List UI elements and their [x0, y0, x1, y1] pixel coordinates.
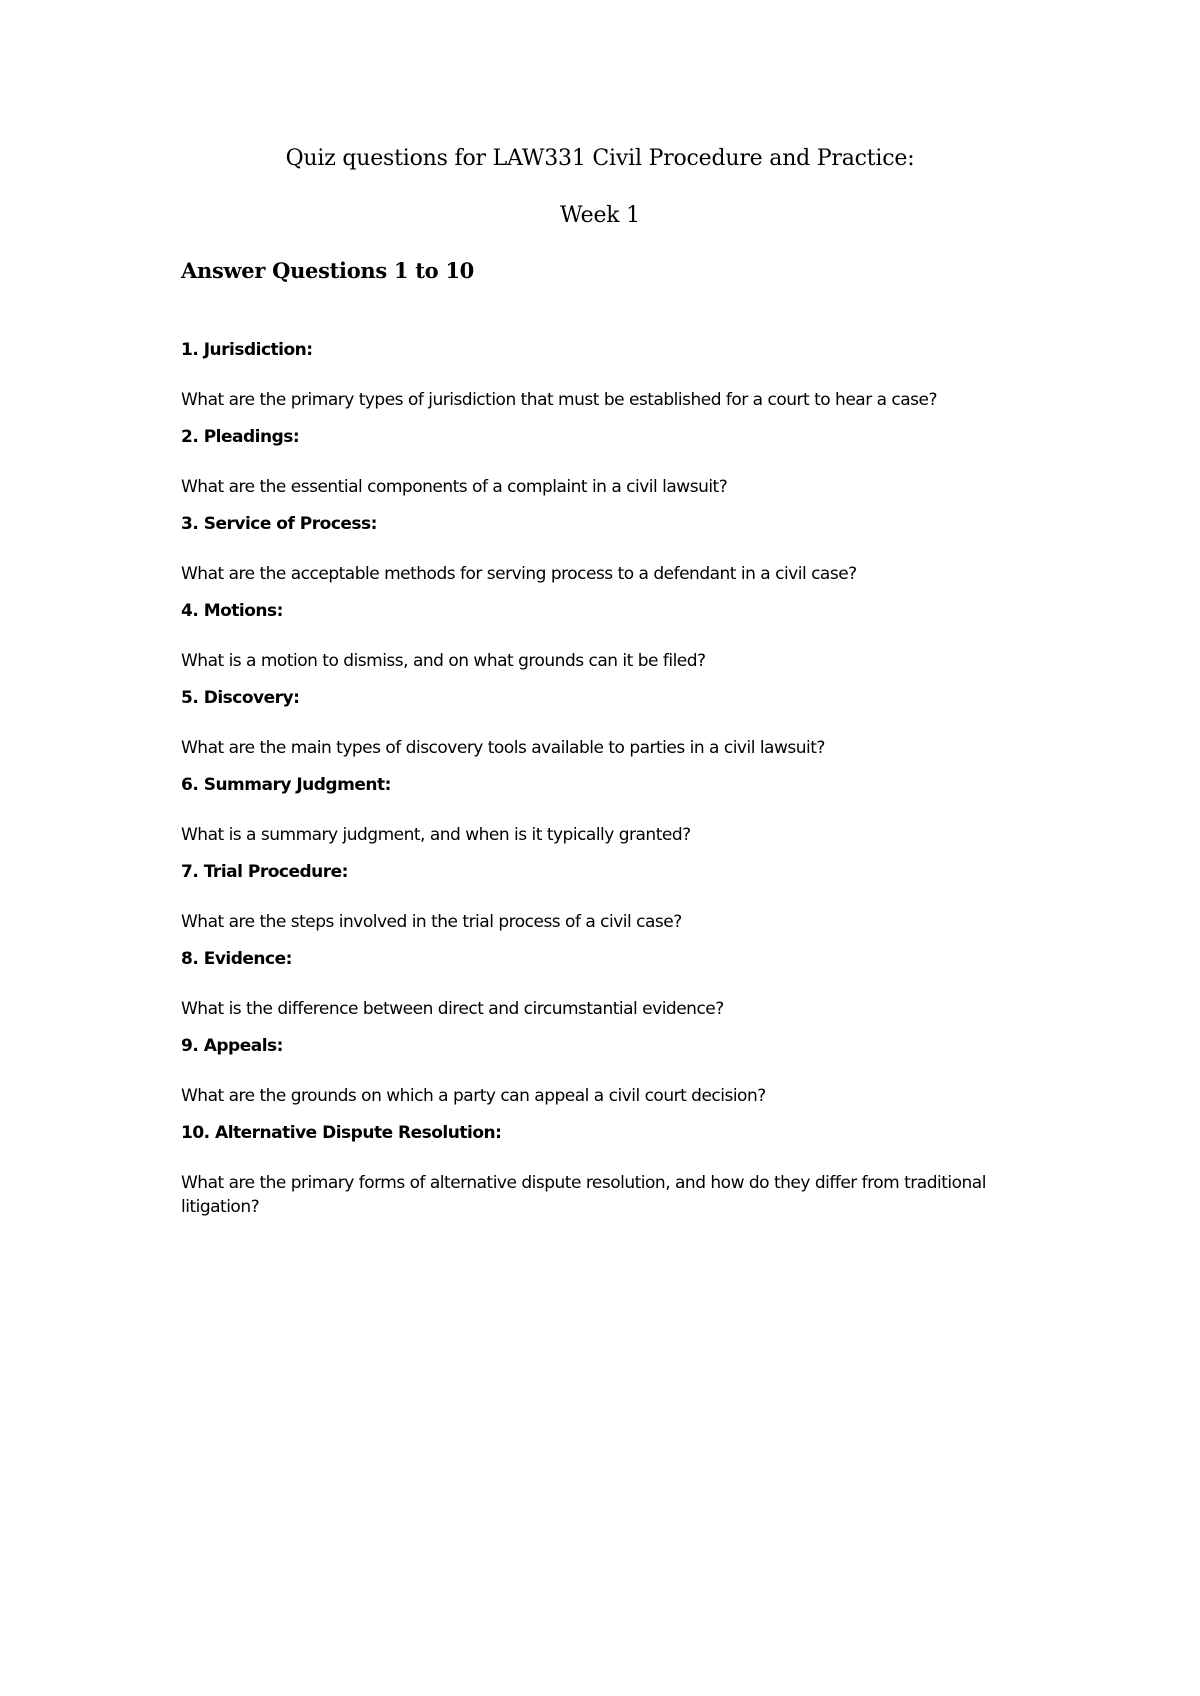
question-item [181, 425, 1041, 499]
document-title: Quiz questions for LAW331 Civil Procedure and Practice: [285, 146, 915, 171]
question-heading: 10. Alternative Dispute Resolution: [181, 1123, 502, 1143]
instruction-heading: Answer Questions 1 to 10 [181, 258, 474, 283]
question-heading: 8. Evidence: [181, 949, 292, 969]
question-text: What are the grounds on which a party can appeal a civil court decision? [181, 1086, 766, 1106]
question-text: What is a motion to dismiss, and on what grounds can it be filed? [181, 651, 706, 671]
question-heading: 4. Motions: [181, 601, 283, 621]
question-heading: 9. Appeals: [181, 1036, 283, 1056]
question-list [181, 338, 1041, 1232]
question-item [181, 1121, 1041, 1219]
question-heading: 1. Jurisdiction: [181, 340, 313, 360]
question-text: What is the difference between direct and circumstantial evidence? [181, 999, 724, 1019]
question-item [181, 338, 1041, 412]
question-item [181, 599, 1041, 673]
question-text: What are the essential components of a complaint in a civil lawsuit? [181, 477, 728, 497]
question-item [181, 686, 1041, 760]
question-text: What are the steps involved in the trial process of a civil case? [181, 912, 682, 932]
question-text: What is a summary judgment, and when is it typically granted? [181, 825, 691, 845]
question-item [181, 512, 1041, 586]
question-heading: 2. Pleadings: [181, 427, 300, 447]
question-item [181, 947, 1041, 1021]
question-item [181, 773, 1041, 847]
question-text: What are the primary types of jurisdiction that must be established for a court to hear a case? [181, 390, 938, 410]
question-text: What are the acceptable methods for serving process to a defendant in a civil case? [181, 564, 857, 584]
question-heading: 7. Trial Procedure: [181, 862, 348, 882]
question-item [181, 860, 1041, 934]
question-heading: 3. Service of Process: [181, 514, 377, 534]
question-item [181, 1034, 1041, 1108]
question-heading: 6. Summary Judgment: [181, 775, 391, 795]
question-text: What are the primary forms of alternative dispute resolution, and how do they differ from traditional litigation? [181, 1173, 986, 1217]
question-text: What are the main types of discovery tools available to parties in a civil lawsuit? [181, 738, 825, 758]
question-heading: 5. Discovery: [181, 688, 300, 708]
document-subtitle: Week 1 [560, 203, 640, 228]
